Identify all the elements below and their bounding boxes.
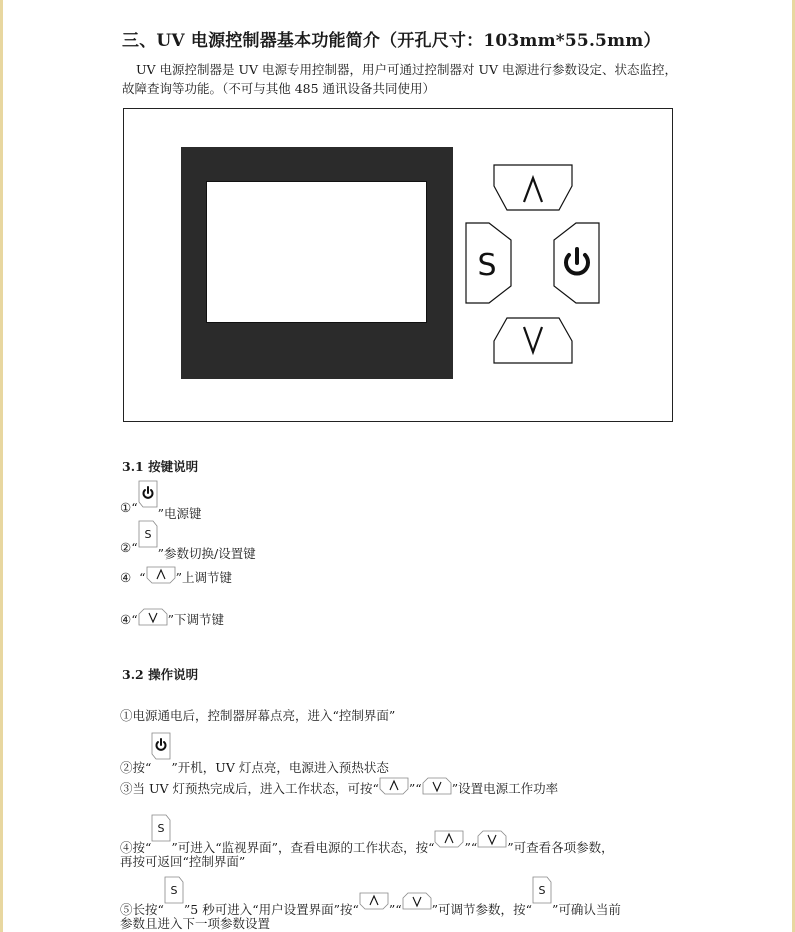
s-letter-icon: S [477,248,497,283]
mini-down-key [138,608,168,626]
step-4: ④按“ S ”可进入“监视界面”，查看电源的工作状态，按“ ”“ ”可查看各项参数， [120,814,614,848]
up-key[interactable] [493,164,573,211]
mini-set-key [151,814,171,842]
mini-set-key [532,876,552,904]
key-item-set: ②“ S ”参数切换/设置键 [120,520,256,556]
step-4-cont: 再按可返回“控制界面” [120,854,246,869]
mini-power-key [151,732,171,760]
step-2: ②按“ ”开机，UV 灯点亮，电源进入预热状态 [120,732,389,762]
s-letter-icon: S [170,884,178,897]
step-3: ③当 UV 灯预热完成后，进入工作状态，可按“ ”“ ”设置电源工作功率 [120,777,558,797]
mini-down-key [422,777,452,795]
mini-set-key [164,876,184,904]
mini-up-key [434,830,464,848]
down-key[interactable] [493,317,573,364]
page-edge-left [0,0,3,932]
s-letter-icon: S [157,822,165,835]
s-letter-icon: S [144,528,152,541]
key-item-up: ④ “ ”上调节键 [120,566,232,586]
mini-power-key [138,480,158,508]
intro-paragraph: UV 电源控制器是 UV 电源专用控制器，用户可通过控制器对 UV 电源进行参数设定、状态监控，故障查询等功能。（不可与其他 485 通讯设备共同使用） [122,62,678,96]
mini-up-key [379,777,409,795]
step-5-cont: 参数且进入下一项参数设置 [120,916,271,931]
controller-panel-figure [123,108,673,422]
display-screen [206,181,427,323]
power-key[interactable] [553,222,600,304]
section-title: 三、UV 电源控制器基本功能简介（开孔尺寸：103mm*55.5mm） [122,31,661,51]
mini-up-key [146,566,176,584]
step-5: ⑤长按“ S ”5 秒可进入“用户设置界面”按“ ”“ ”可调节参数，按“ S ”可确认当前 [120,876,621,910]
display-bezel [181,147,453,379]
key-item-power: ①“ ”电源键 [120,480,202,516]
s-letter-icon: S [538,884,546,897]
key-item-down: ④“ ”下调节键 [120,608,224,628]
mini-up-key [359,892,389,910]
section-3-2-heading: 3.2 操作说明 [122,667,199,682]
mini-down-key [402,892,432,910]
mini-down-key [477,830,507,848]
section-3-1-heading: 3.1 按键说明 [122,459,199,474]
step-1: ①电源通电后，控制器屏幕点亮，进入“控制界面” [120,708,396,723]
set-key[interactable] [465,222,512,304]
mini-set-key [138,520,158,548]
